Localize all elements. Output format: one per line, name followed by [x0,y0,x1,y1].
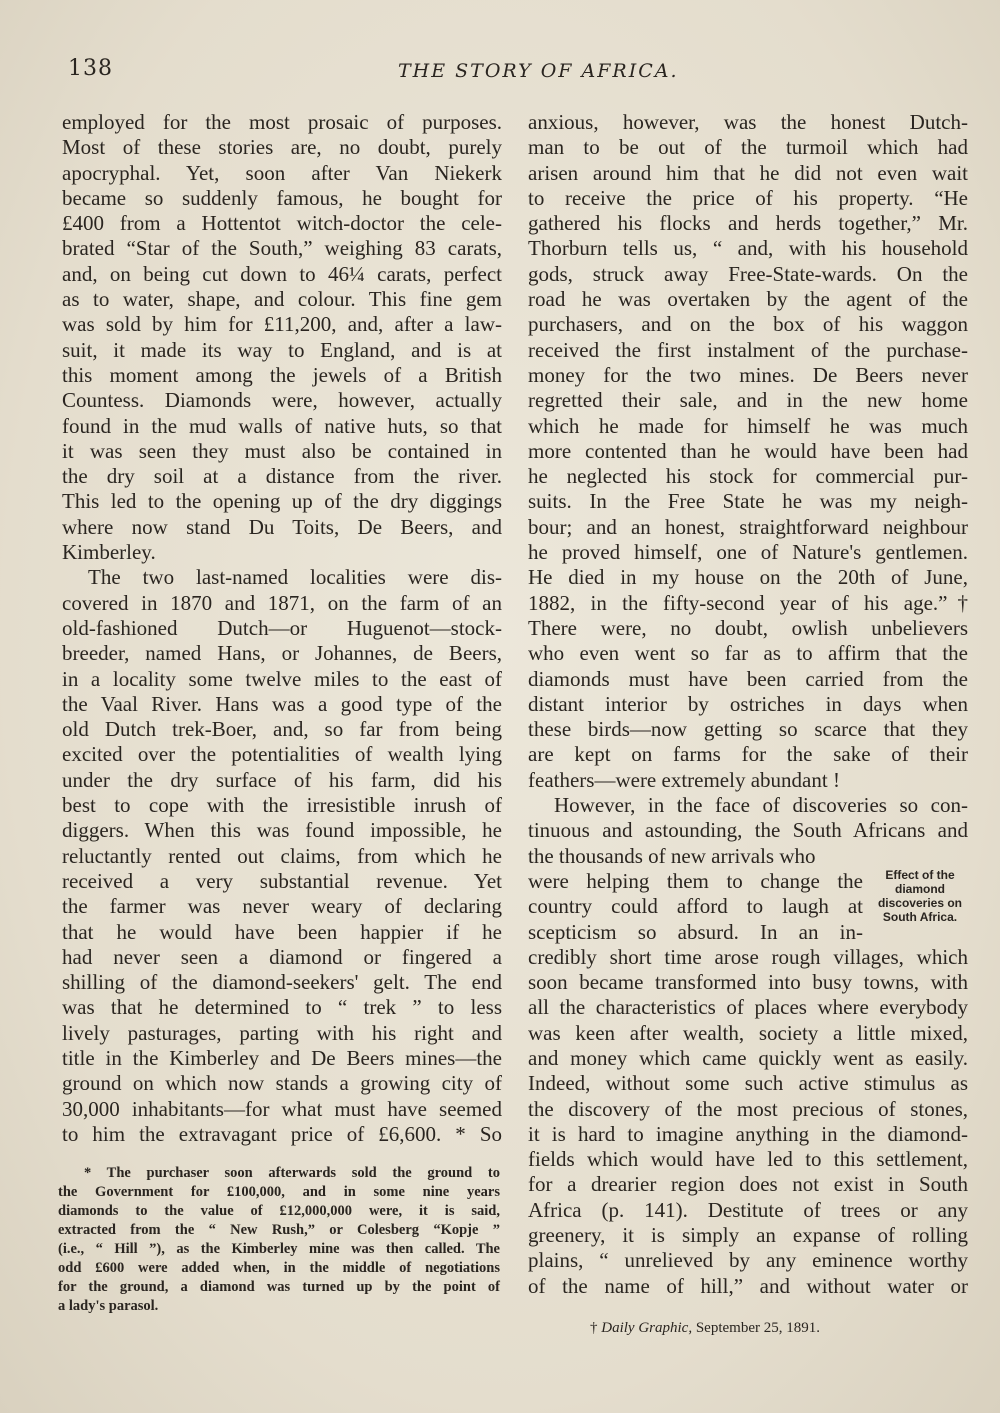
source-footnote [590,1320,820,1337]
text-line: ground on which now stands a growing city of [62,1071,502,1096]
text-line: plains, “ unrelieved by any eminence worthy [528,1248,968,1273]
text-line: the discovery of the most precious of stones, [528,1096,968,1121]
text-line: old Dutch trek-Boer, and, so far from being [62,717,502,742]
page-number: 138 [68,56,113,81]
text-line: he proved himself, one of Nature's gentlemen. [528,540,968,565]
text-line: title in the Kimberley and De Beers mines—the [62,1045,502,1070]
text-line: of the name of hill,” and without water or [528,1273,968,1298]
text-line: Indeed, without some such active stimulus as [528,1071,968,1096]
text-line: old-fashioned Dutch—or Huguenot—stock- [62,615,502,640]
dagger-mark: † [590,1320,598,1336]
text-line: was that he determined to “ trek ” to less [62,995,502,1020]
text-line: diggers. When this was found impossible, he [62,818,502,843]
text-line: received the first instalment of the purchase- [528,337,968,362]
text-line: the thousands of new arrivals who [528,843,816,868]
text-line: shilling of the diamond-seekers' gelt. The end [62,970,502,995]
footnote-line: a lady's parasol. [58,1298,159,1314]
text-line: soon became transformed into busy towns, with [528,970,968,995]
text-line: fields which would have led to this settlement, [528,1147,968,1172]
text-line: and money which came quickly went as easily. [528,1045,968,1070]
text-line: all the characteristics of places where everybody [528,995,968,1020]
text-line: diamonds must have been carried from the [528,666,968,691]
footnote [58,1164,500,1316]
text-line: purchasers, and on the box of his waggon [528,312,968,337]
text-line: covered in 1870 and 1871, on the farm of an [62,590,502,615]
text-line: 1882, in the fifty-second year of his age.”† [528,590,968,615]
text-line: Kimberley. [62,540,156,565]
text-line: gathered his flocks and herds together,” Mr. [528,211,968,236]
text-line: it was seen they must also be contained in [62,438,502,463]
text-line: bour; and an honest, straightforward neighbour [528,514,968,539]
text-line: was keen after wealth, society a little mixed, [528,1020,968,1045]
text-line: scepticism so absurd. In an in- [528,919,863,944]
text-line: However, in the face of discoveries so con- [554,793,968,818]
text-line: country could afford to laugh at [528,894,863,919]
text-line: and, on being cut down to 46¼ carats, perfect [62,261,502,286]
text-line: were helping them to change the [528,868,863,893]
text-line: this moment among the jewels of a British [62,362,502,387]
footnote-line: odd £600 were added when, in the middle of negotiations [58,1260,500,1276]
text-line: tinuous and astounding, the South Africans and [528,818,968,843]
text-line: Countess. Diamonds were, however, actually [62,388,502,413]
text-line: are kept on farms for the sake of their [528,742,968,767]
text-line: that he would have been happier if he [62,919,502,944]
footnote-line: * The purchaser soon afterwards sold the ground to [84,1165,500,1181]
text-line: He died in my house on the 20th of June, [528,565,968,590]
text-line: £400 from a Hottentot witch-doctor the cele- [62,211,502,236]
text-line: gods, struck away Free-State-wards. On the [528,261,968,286]
text-line: who even went so far as to affirm that the [528,641,968,666]
text-line: suits. In the Free State he was my neigh- [528,489,968,514]
text-line: suit, it made its way to England, and is at [62,337,502,362]
text-line: for a drearier region does not exist in South [528,1172,968,1197]
text-line: apocryphal. Yet, soon after Van Niekerk [62,160,502,185]
text-line: road he was overtaken by the agent of the [528,287,968,312]
text-line: these birds—now getting so scarce that they [528,717,968,742]
text-line: had never seen a diamond or fingered a [62,944,502,969]
text-line: man to be out of the turmoil which had [528,135,968,160]
text-line: regretted their sale, and in the new home [528,388,968,413]
text-line: arisen around him that he did not even wait [528,160,968,185]
text-line: distant interior by ostriches in days when [528,691,968,716]
text-line: employed for the most prosaic of purposes. [62,110,502,134]
right-text-column [528,110,968,1299]
text-line: reluctantly rented out claims, from which he [62,843,502,868]
text-line: money for the two mines. De Beers never [528,362,968,387]
text-line: There were, no doubt, owlish unbelievers [528,615,968,640]
running-title: THE STORY OF AFRICA. [398,60,679,82]
text-line: This led to the opening up of the dry diggings [62,489,502,514]
text-line: became so suddenly famous, he bought for [62,185,502,210]
text-line: was sold by him for £11,200, and, after a law- [62,312,502,337]
text-line: as to water, shape, and colour. This fine gem [62,287,502,312]
text-line: 30,000 inhabitants—for what must have seemed [62,1096,502,1121]
text-line: Thorburn tells us, “ and, with his household [528,236,968,261]
text-line: the farmer was never weary of declaring [62,894,502,919]
text-line: he neglected his stock for commercial pur- [528,464,968,489]
text-line: breeder, named Hans, or Johannes, de Beers, [62,641,502,666]
footnote-line: diamonds to the value of £12,000,000 were, it is said, [58,1203,500,1219]
text-line: anxious, however, was the honest Dutch- [528,110,968,134]
text-line: the Vaal River. Hans was a good type of the [62,691,502,716]
text-line: which he made for himself he was much [528,413,968,438]
text-line: Africa (p. 141). Destitute of trees or any [528,1197,968,1222]
text-line: best to cope with the irresistible inrush of [62,793,502,818]
text-line: where now stand Du Toits, De Beers, and [62,514,502,539]
text-line: excited over the potentialities of wealth lying [62,742,502,767]
page-header [68,56,948,86]
footnote-line: extracted from the “ New Rush,” or Colesberg “Kopje ” [58,1222,500,1238]
text-line: under the dry surface of his farm, did his [62,767,502,792]
text-line: Most of these stories are, no doubt, purely [62,135,502,160]
margin-note: Effect of the diamond discoveries on South Africa. [877,868,963,924]
footnote-line: for the ground, a diamond was turned up by the point of [58,1279,500,1295]
left-text-column [62,110,502,1147]
text-line: lively pasturages, parting with his right and [62,1020,502,1045]
text-line: it is hard to imagine anything in the diamond- [528,1121,968,1146]
text-line: to receive the price of his property. “He [528,185,968,210]
text-line: more contented than he would have been had [528,438,968,463]
text-line: to him the extravagant price of £6,600. * So [62,1121,502,1146]
text-line: brated “Star of the South,” weighing 83 carats, [62,236,502,261]
text-line: in a locality some twelve miles to the east of [62,666,502,691]
footnote-line: (i.e., “ Hill ”), as the Kimberley mine was then called. The [58,1241,500,1257]
publication-date: September 25, 1891. [695,1320,820,1336]
text-line: greenery, it is simply an expanse of rolling [528,1223,968,1248]
text-line: found in the mud walls of native huts, so that [62,413,502,438]
text-line: the dry soil at a distance from the river. [62,464,502,489]
text-line: feathers—were extremely abundant ! [528,767,840,792]
text-line: credibly short time arose rough villages, which [528,944,968,969]
text-line: received a very substantial revenue. Yet [62,868,502,893]
footnote-line: the Government for £100,000, and in some nine years [58,1184,500,1200]
text-line: The two last-named localities were dis- [88,565,502,590]
publication-name: Daily Graphic, [601,1320,693,1336]
